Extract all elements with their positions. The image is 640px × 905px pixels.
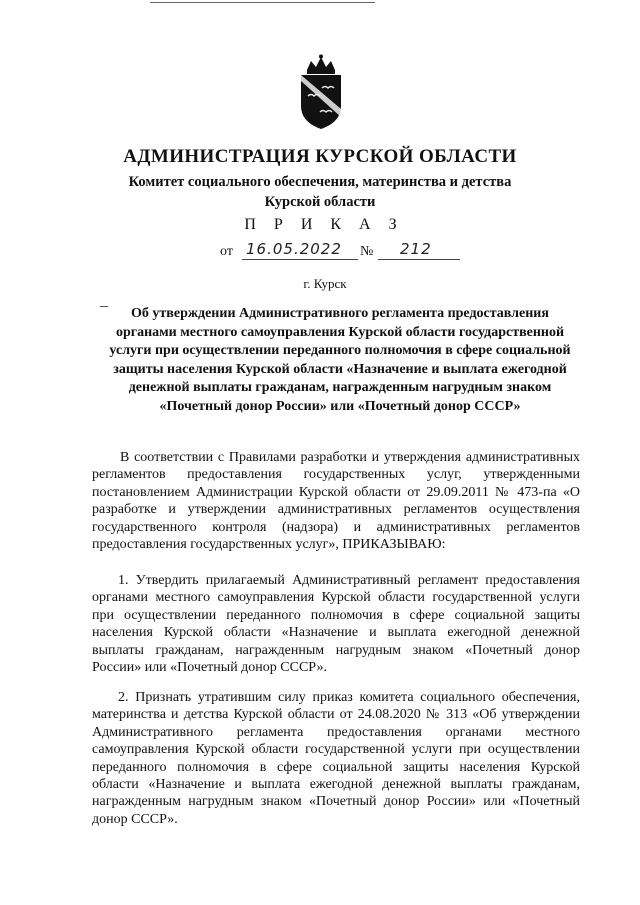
number-value: 212: [400, 240, 432, 258]
committee-line-2: Курской области: [264, 194, 376, 210]
scan-edge-line: [150, 2, 375, 3]
committee-line-1: Комитет социального обеспечения, материнства и детства: [128, 174, 512, 190]
number-prefix: №: [360, 244, 374, 259]
coat-of-arms-icon: [298, 54, 344, 130]
date-value: 16.05.2022: [246, 240, 342, 258]
document-title: Об утверждении Административного регламента предоставления органами местного самоуправления Курской области государственной услуги при осуществлении переданного полномочия в сфере социальной защиты населения Курской области «Назначение и выплата ежегодной денежной выплаты гражданам, награжденным нагрудным знаком «Почетный донор России» или «Почетный донор СССР»: [109, 306, 571, 414]
item-1-paragraph: 1. Утвердить прилагаемый Административный регламент предоставления органами местного самоуправления Курской области государственной услуги при осуществлении переданного полномочия в сфере социальной защиты населения Курской области «Назначение и выплата ежегодной денежной выплаты гражданам, награжденным нагрудным знаком «Почетный донор России» или «Почетный донор СССР».: [92, 573, 580, 676]
committee-name: [0, 172, 640, 212]
number-underline: [378, 259, 460, 260]
preamble-paragraph: В соответствии с Правилами разработки и утверждения административных регламентов предоставления государственных услуг, утвержденными постановлением Администрации Курской области от 29.09.2011 № 473-па «О разработке и утверждении административных регламентов осуществления государственного контроля (надзора) и административных регламентов предоставления государственных услуг», ПРИКАЗЫВАЮ:: [92, 450, 580, 553]
org-name: АДМИНИСТРАЦИЯ КУРСКОЙ ОБЛАСТИ: [123, 146, 517, 167]
item-2-paragraph: 2. Признать утратившим силу приказ комитета социального обеспечения, материнства и детства Курской области от 24.08.2020 № 313 «Об утверждении Административного регламента предоставления органами местного самоуправления Курской области государственной услуги при осуществлении переданного полномочия в сфере социальной защиты населения Курской области «Назначение и выплата ежегодной денежной выплаты гражданам, награжденным нагрудным знаком «Почетный донор России» или «Почетный донор СССР».: [92, 690, 580, 827]
date-underline: [242, 259, 358, 260]
city: г. Курск: [303, 276, 347, 291]
doc-type: П Р И К А З: [244, 216, 404, 233]
date-prefix: от: [220, 244, 233, 259]
